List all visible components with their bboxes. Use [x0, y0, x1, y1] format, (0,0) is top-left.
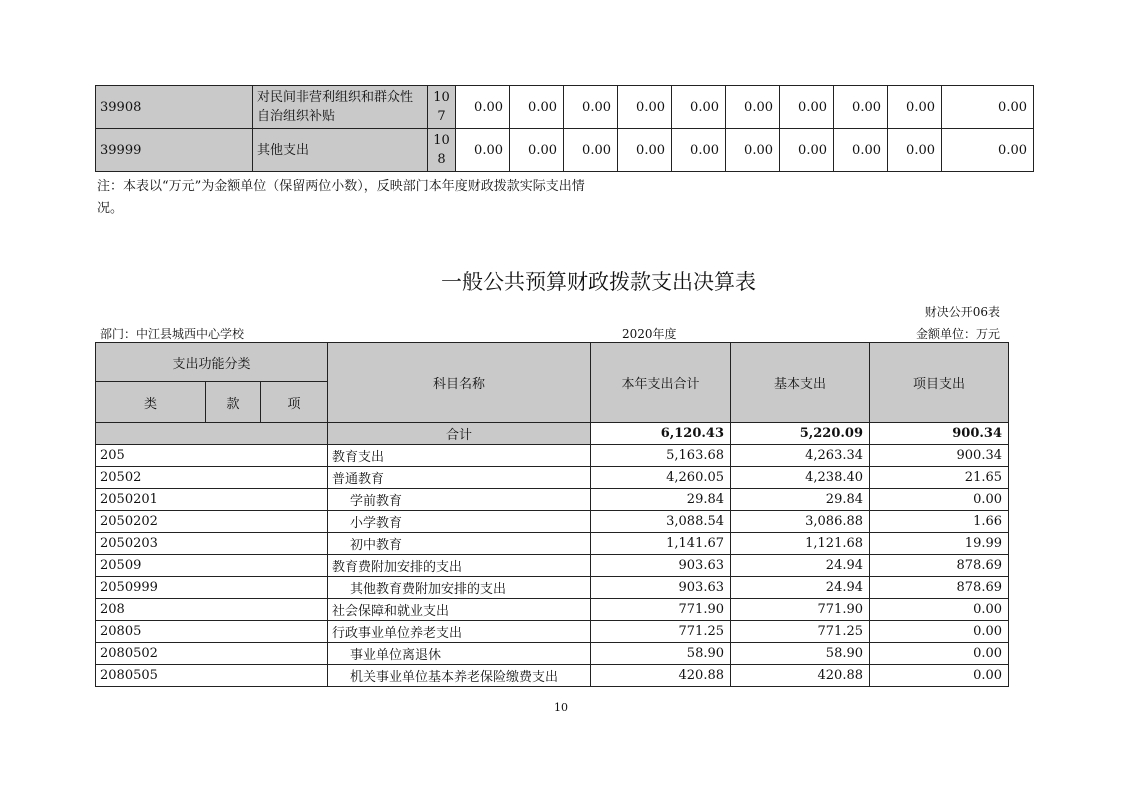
row-subject-name: 小学教育 [328, 511, 591, 533]
fiscal-year: 2020年度 [622, 327, 677, 341]
row-value: 0.00 [942, 86, 1034, 129]
row-value: 0.00 [834, 129, 888, 172]
row-value: 0.00 [618, 86, 672, 129]
row-total: 1,141.67 [591, 533, 731, 555]
row-project: 1.66 [870, 511, 1009, 533]
row-project: 0.00 [870, 621, 1009, 643]
row-basic: 420.88 [731, 665, 870, 687]
row-func-code: 2050999 [96, 577, 328, 599]
row-subject-name: 普通教育 [328, 467, 591, 489]
row-func-code: 2080505 [96, 665, 328, 687]
row-value: 0.00 [456, 129, 510, 172]
table-code: 财决公开06表 [924, 305, 1000, 319]
row-basic: 771.25 [731, 621, 870, 643]
row-basic: 29.84 [731, 489, 870, 511]
row-project: 0.00 [870, 599, 1009, 621]
row-func-code: 2050203 [96, 533, 328, 555]
row-project: 878.69 [870, 577, 1009, 599]
row-line-number: 108 [428, 129, 456, 172]
sum-row-label: 合计 [328, 423, 591, 445]
sum-row-basic: 5,220.09 [731, 423, 870, 445]
row-func-code: 2080502 [96, 643, 328, 665]
row-basic: 4,238.40 [731, 467, 870, 489]
row-func-code: 20805 [96, 621, 328, 643]
header-kuan: 款 [206, 382, 261, 423]
row-value: 0.00 [672, 86, 726, 129]
row-subject-name: 事业单位离退休 [328, 643, 591, 665]
row-code: 39908 [96, 86, 253, 129]
continuation-row [96, 86, 1034, 129]
header-func-class: 支出功能分类 [96, 343, 328, 382]
table-note [97, 176, 585, 220]
row-project: 878.69 [870, 555, 1009, 577]
row-project: 900.34 [870, 445, 1009, 467]
row-subject-name: 教育费附加安排的支出 [328, 555, 591, 577]
row-value: 0.00 [888, 129, 942, 172]
header-basic: 基本支出 [731, 343, 870, 423]
header-total: 本年支出合计 [591, 343, 731, 423]
row-name: 其他支出 [253, 129, 428, 172]
row-basic: 771.90 [731, 599, 870, 621]
row-line-number: 107 [428, 86, 456, 129]
row-project: 19.99 [870, 533, 1009, 555]
row-total: 29.84 [591, 489, 731, 511]
table-row [96, 445, 1009, 467]
row-value: 0.00 [942, 129, 1034, 172]
row-project: 0.00 [870, 643, 1009, 665]
row-project: 0.00 [870, 665, 1009, 687]
row-value: 0.00 [618, 129, 672, 172]
row-basic: 3,086.88 [731, 511, 870, 533]
table-row [96, 555, 1009, 577]
header-lei: 类 [96, 382, 206, 423]
row-func-code: 205 [96, 445, 328, 467]
row-subject-name: 行政事业单位养老支出 [328, 621, 591, 643]
row-value: 0.00 [888, 86, 942, 129]
row-subject-name: 机关事业单位基本养老保险缴费支出 [328, 665, 591, 687]
row-subject-name: 其他教育费附加安排的支出 [328, 577, 591, 599]
row-value: 0.00 [780, 129, 834, 172]
row-basic: 58.90 [731, 643, 870, 665]
continuation-row [96, 129, 1034, 172]
row-basic: 24.94 [731, 555, 870, 577]
continuation-table [95, 85, 1034, 172]
row-value: 0.00 [564, 86, 618, 129]
row-value: 0.00 [726, 86, 780, 129]
sum-row-blank [96, 423, 328, 445]
row-total: 771.25 [591, 621, 731, 643]
row-basic: 1,121.68 [731, 533, 870, 555]
table-row [96, 643, 1009, 665]
note-line-2: 况。 [97, 201, 124, 216]
row-func-code: 20502 [96, 467, 328, 489]
row-value: 0.00 [834, 86, 888, 129]
header-xiang: 项 [261, 382, 328, 423]
row-value: 0.00 [726, 129, 780, 172]
sum-row-total: 6,120.43 [591, 423, 731, 445]
row-func-code: 20509 [96, 555, 328, 577]
row-value: 0.00 [780, 86, 834, 129]
table-row [96, 665, 1009, 687]
row-value: 0.00 [510, 129, 564, 172]
row-subject-name: 社会保障和就业支出 [328, 599, 591, 621]
row-value: 0.00 [510, 86, 564, 129]
row-total: 5,163.68 [591, 445, 731, 467]
department-label: 部门：中江县城西中心学校 [100, 327, 245, 341]
amount-unit: 金额单位：万元 [915, 327, 1000, 341]
row-total: 903.63 [591, 577, 731, 599]
row-total: 3,088.54 [591, 511, 731, 533]
row-func-code: 208 [96, 599, 328, 621]
row-basic: 4,263.34 [731, 445, 870, 467]
page-number: 10 [554, 701, 568, 714]
table-row [96, 467, 1009, 489]
row-basic: 24.94 [731, 577, 870, 599]
row-total: 903.63 [591, 555, 731, 577]
row-subject-name: 初中教育 [328, 533, 591, 555]
table-row [96, 621, 1009, 643]
sum-row-project: 900.34 [870, 423, 1009, 445]
row-value: 0.00 [456, 86, 510, 129]
table-row [96, 577, 1009, 599]
row-total: 58.90 [591, 643, 731, 665]
row-total: 771.90 [591, 599, 731, 621]
row-total: 420.88 [591, 665, 731, 687]
row-subject-name: 教育支出 [328, 445, 591, 467]
row-value: 0.00 [672, 129, 726, 172]
row-value: 0.00 [564, 129, 618, 172]
table-row [96, 511, 1009, 533]
row-func-code: 2050202 [96, 511, 328, 533]
row-func-code: 2050201 [96, 489, 328, 511]
row-project: 21.65 [870, 467, 1009, 489]
note-line-1: 注：本表以“万元”为金额单位（保留两位小数），反映部门本年度财政拨款实际支出情 [97, 179, 585, 194]
row-total: 4,260.05 [591, 467, 731, 489]
row-project: 0.00 [870, 489, 1009, 511]
header-subject: 科目名称 [328, 343, 591, 423]
table-row [96, 599, 1009, 621]
table-row [96, 489, 1009, 511]
header-project: 项目支出 [870, 343, 1009, 423]
page-title: 一般公共预算财政拨款支出决算表 [441, 270, 756, 294]
expenditure-table [95, 342, 1009, 687]
row-code: 39999 [96, 129, 253, 172]
row-subject-name: 学前教育 [328, 489, 591, 511]
table-row [96, 533, 1009, 555]
row-name: 对民间非营利组织和群众性自治组织补贴 [253, 86, 428, 129]
